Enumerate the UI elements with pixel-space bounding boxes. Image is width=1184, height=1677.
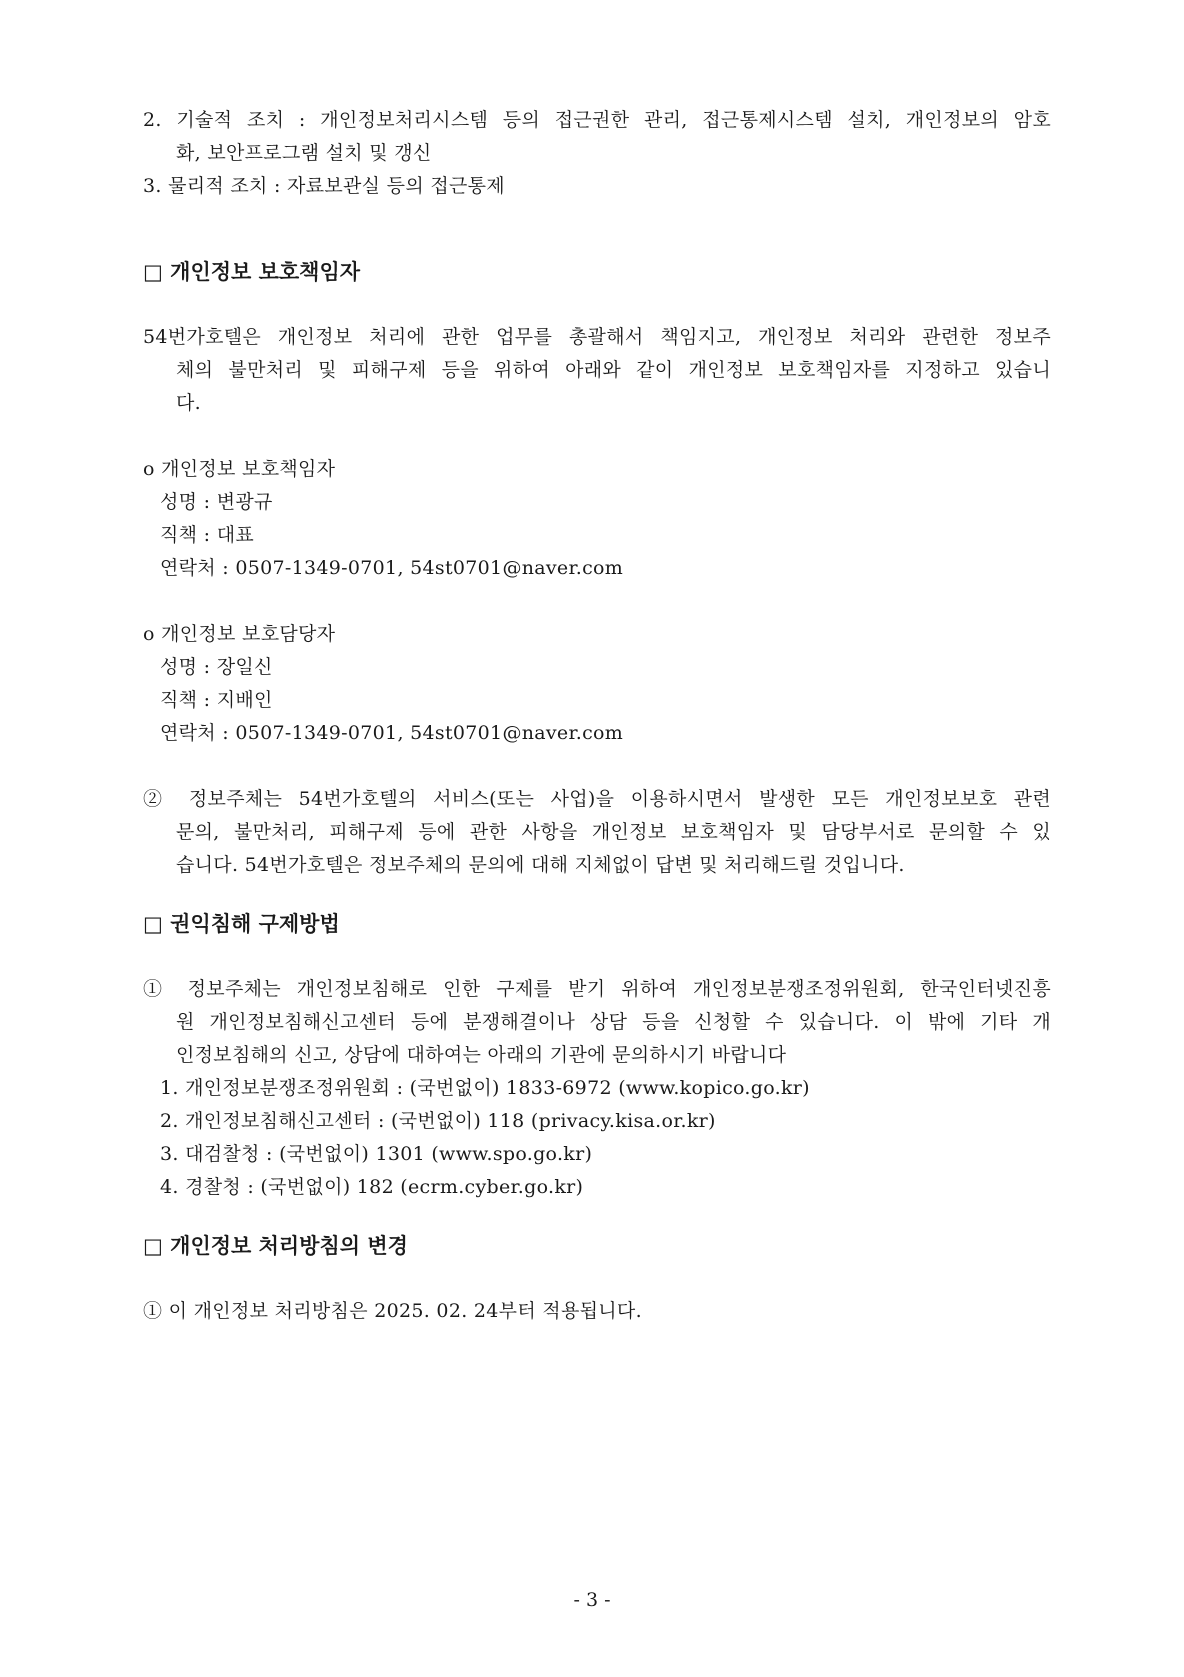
agency-item: 3. 대검찰청 : (국번없이) 1301 (www.spo.go.kr) [160,1143,593,1165]
agency-item: 1. 개인정보분쟁조정위원회 : (국번없이) 1833-6972 (www.kopico.go.kr) [160,1077,810,1099]
measure-item-2-line-1: 2. 기술적 조치 : 개인정보처리시스템 등의 접근권한 관리, 접근통제시스템 설치, 개인정보의 암호 [143,109,1051,131]
page-number: - 3 - [573,1589,611,1611]
agency-item: 2. 개인정보침해신고센터 : (국번없이) 118 (privacy.kisa.or.kr) [160,1110,716,1132]
officer-intro-line-3: 다. [176,392,201,414]
officer-contact: 연락처 : 0507-1349-0701, 54st0701@naver.com [160,557,624,579]
policy-change-para: ① 이 개인정보 처리방침은 2025. 02. 24부터 적용됩니다. [143,1300,642,1322]
officer-note-line-1: ② 정보주체는 54번가호텔의 서비스(또는 사업)을 이용하시면서 발생한 모든 개인정보보호 관련 [143,788,1051,810]
section-heading-remedy: □ 권익침해 구제방법 [143,912,340,936]
manager-name: 성명 : 장일신 [160,656,273,678]
remedy-para-line-3: 인정보침해의 신고, 상담에 대하여는 아래의 기관에 문의하시기 바랍니다 [176,1044,787,1066]
remedy-para-line-2: 원 개인정보침해신고센터 등에 분쟁해결이나 상담 등을 신청할 수 있습니다. 이 밖에 기타 개 [176,1011,1051,1033]
officer-note-line-3: 습니다. 54번가호텔은 정보주체의 문의에 대해 지체없이 답변 및 처리해드릴 것입니다. [176,854,905,876]
manager-block-title: o 개인정보 보호담당자 [143,623,336,645]
remedy-para-line-1: ① 정보주체는 개인정보침해로 인한 구제를 받기 위하여 개인정보분쟁조정위원회, 한국인터넷진흥 [143,978,1051,1000]
measure-item-2-line-2: 화, 보안프로그램 설치 및 갱신 [176,142,432,164]
section-heading-privacy-officer: □ 개인정보 보호책임자 [143,260,361,284]
officer-name: 성명 : 변광규 [160,491,273,513]
section-heading-policy-change: □ 개인정보 처리방침의 변경 [143,1234,408,1258]
officer-position: 직책 : 대표 [160,524,254,546]
officer-intro-line-1: 54번가호텔은 개인정보 처리에 관한 업무를 총괄해서 책임지고, 개인정보 처리와 관련한 정보주 [143,326,1051,348]
measure-item-3: 3. 물리적 조치 : 자료보관실 등의 접근통제 [143,175,505,197]
officer-block-title: o 개인정보 보호책임자 [143,458,336,480]
officer-note-line-2: 문의, 불만처리, 피해구제 등에 관한 사항을 개인정보 보호책임자 및 담당부서로 문의할 수 있 [176,821,1051,843]
agency-item: 4. 경찰청 : (국번없이) 182 (ecrm.cyber.go.kr) [160,1176,584,1198]
officer-intro-line-2: 체의 불만처리 및 피해구제 등을 위하여 아래와 같이 개인정보 보호책임자를 지정하고 있습니 [176,359,1051,381]
manager-contact: 연락처 : 0507-1349-0701, 54st0701@naver.com [160,722,624,744]
manager-position: 직책 : 지배인 [160,689,273,711]
